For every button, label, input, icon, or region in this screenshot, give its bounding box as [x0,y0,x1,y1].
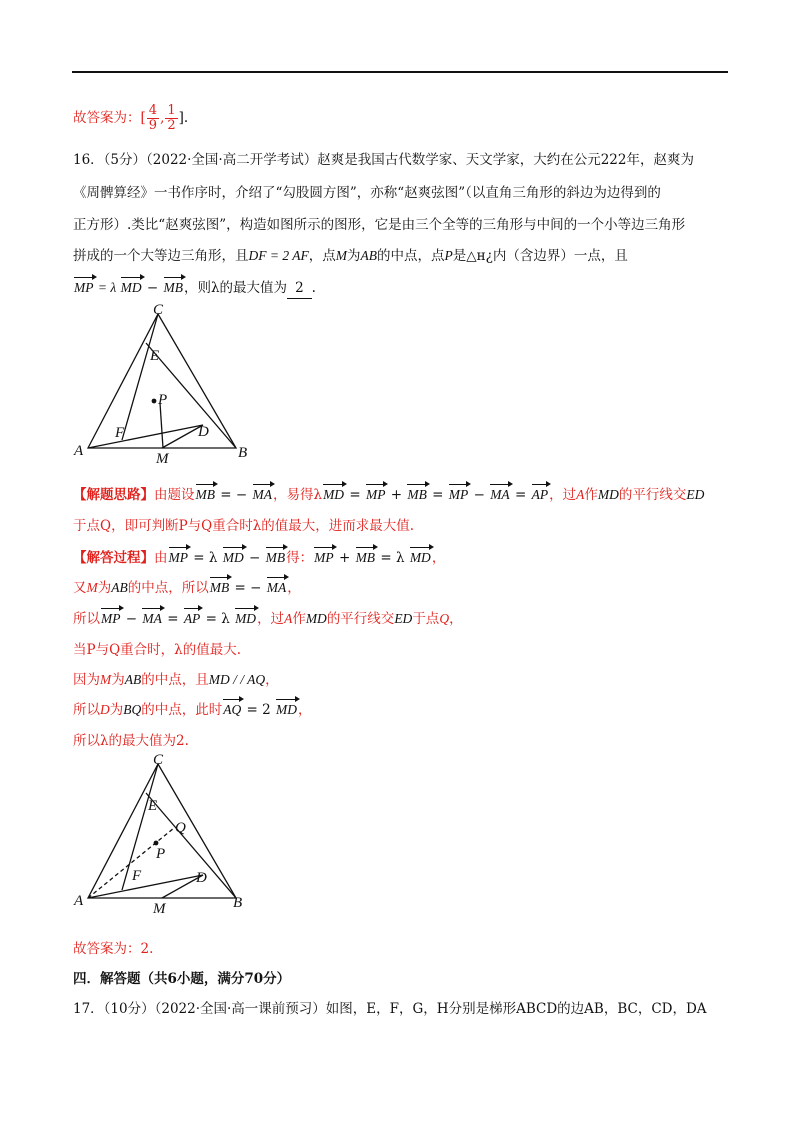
text: 所以 [73,702,100,718]
label-m: M [153,901,166,917]
figure-triangle-2 [70,750,260,920]
text: 是 [452,248,467,264]
text: ， [298,702,312,718]
solution-process-4: 当P与Q重合时，λ的值最大. [73,642,241,658]
label-b: B [238,445,248,461]
vector-aq: AQ [222,700,242,720]
answer-label: 故答案为： [73,110,141,126]
q16-line-4 [73,246,628,266]
q16-line-1: 16．（5分）（2022·全国·高二开学考试）赵爽是我国古代数学家、天文学家，大约在公元222年，赵爽为 [73,152,694,168]
previous-answer [73,104,188,133]
label-f: F [132,868,142,884]
vector-ap: AP [531,485,550,505]
point-p-dot [152,399,157,404]
text: 为 [109,702,124,718]
vector-mp: MP [448,485,470,505]
var-a: A [284,611,293,626]
text: 于点 [412,611,440,627]
header-rule [72,71,728,73]
final-answer: 故答案为：2. [73,941,154,957]
vector-mb: MB [265,548,287,568]
var-m: M [86,580,98,595]
equals-lambda: = λ [94,280,120,295]
label-b: B [233,895,243,911]
parallel-statement: MD / / AQ [208,672,266,687]
text: 作 [292,611,306,627]
solution-process-1: 【解答过程】由MP = λ MD − MB得：MP + MB = λ MD， [73,550,446,566]
vector-mp: MP [100,609,122,629]
label-q: Q [175,820,186,836]
vector-md: MD [275,700,298,720]
label-d: D [196,870,207,886]
vector-mb: MB [195,485,217,505]
text: ， [449,611,463,627]
text: ，过 [549,487,577,503]
text: 为 [111,672,125,688]
var-ed: ED [394,611,413,626]
text: 为 [346,248,361,264]
text: 内（含边界）一点，且 [492,248,628,264]
vector-mb: MB [163,278,185,298]
vector-ma: MA [252,485,274,505]
segment-cf [122,314,158,440]
garbled-triangle-symbol: △ʜ¿ [466,248,493,264]
var-md: MD [597,487,619,502]
label-d: D [198,424,209,440]
label-f: F [115,425,125,441]
section-heading: 四．解答题（共6小题，满分70分） [73,971,291,987]
var-md: MD [305,611,327,626]
figure-triangle-1 [70,300,260,470]
text: ， [265,672,279,688]
text: 拼成的一个大等边三角形，且 [73,248,249,264]
fraction-4-9 [147,104,159,133]
label-c: C [153,302,164,318]
vector-mb: MB [355,548,377,568]
vector-md: MD [222,548,245,568]
vector-mp: MP [73,278,95,298]
text: 的中点，且 [141,672,209,688]
q16-line-3: 正方形）.类比“赵爽弦图”，构造如图所示的图形，它是由三个全等的三角形与中间的一个小等边三角形 [73,217,686,233]
vector-md: MD [322,485,345,505]
solution-process-7: 所以λ的最大值为2. [73,733,189,749]
text: ，则λ的最大值为 [184,280,288,296]
vector-mb: MB [406,485,428,505]
vector-ap: AP [183,609,202,629]
segment-ad [88,875,203,898]
vector-ma: MA [141,609,163,629]
q17-line-1: 17．（10分）（2022·全国·高一课前预习）如图，E，F，G，H分别是梯形ABCD的边AB，BC，CD，DA [73,1001,707,1017]
text: 由题设 [154,487,195,503]
text: ，点 [308,248,336,264]
vector-ma: MA [266,578,288,598]
text: 的中点，所以 [127,580,209,596]
text: ，易得λ [273,487,323,503]
text: 作 [584,487,598,503]
vector-md: MD [120,278,143,298]
vector-ma: MA [489,485,511,505]
text: 因为 [73,672,100,688]
solution-process-2: 又M为AB的中点，所以MB = − MA， [73,580,301,596]
text: 得： [286,550,314,566]
text: 由 [154,550,168,566]
minus: − [142,280,163,296]
frac-num: 1 [167,103,176,118]
label-a: A [74,893,84,909]
solution-process-5 [73,670,279,690]
vector-md: MD [234,609,257,629]
var-ab: AB [360,248,377,263]
text: 的平行线交 [326,611,395,627]
frac-den: 9 [148,118,158,133]
var-ab: AB [111,580,128,595]
vector-md: MD [409,548,432,568]
solution-process-3: 所以MP − MA = AP = λ MD，过A作MD的平行线交ED于点Q， [73,611,463,627]
var-a: A [576,487,585,502]
label-p: P [158,392,168,408]
vector-mb: MB [209,578,231,598]
period: . [311,280,316,296]
text: 的平行线交 [618,487,687,503]
var-ab: AB [124,672,142,687]
point-p-dot [154,841,159,846]
var-ed: ED [686,487,705,502]
var-p: P [444,248,453,263]
segment-pm [160,403,163,448]
label-p: P [156,846,166,862]
solution-idea-2: 于点Q，即可判断P与Q重合时λ的值最大，进而求最大值. [73,518,415,534]
vector-mp: MP [313,548,335,568]
solution-process-6 [73,700,312,720]
q16-line-2: 《周髀算经》一书作序时，介绍了“勾股圆方图”，亦称“赵爽弦图”（以直角三角形的斜边为边得到的 [73,185,661,201]
text: 的中点，此时 [141,702,223,718]
label-a: A [74,443,84,459]
label-e: E [150,348,160,364]
frac-den: 2 [167,118,176,133]
segment-ad [88,425,203,448]
q16-line-5 [73,278,316,299]
bracket-close: ]. [178,110,189,126]
text: 为 [97,580,112,596]
text: 又 [73,580,87,596]
solution-idea-1: 【解题思路】由题设MB = − MA，易得λMD = MP + MB = MP − MA = AP，过A作MD的平行线交ED [73,487,705,503]
var-bq: BQ [123,702,142,717]
frac-num: 4 [148,103,158,118]
equals-minus: = − [216,487,252,503]
var-m: M [100,672,112,687]
comma: , [160,110,165,126]
equation-df: DF = 2 AF [248,248,309,263]
label-c: C [153,752,164,768]
fraction-1-2 [165,104,177,133]
var-d: D [100,702,110,717]
text: 的中点，点 [376,248,445,264]
idea-tag: 【解题思路】 [73,487,154,503]
bracket-open: [ [140,110,146,126]
segment-aq-dashed [88,828,174,898]
answer-blank: 2 [287,278,312,299]
vector-mp: MP [365,485,387,505]
var-q: Q [439,611,450,626]
process-tag: 【解答过程】 [73,550,154,566]
text: ，过 [257,611,285,627]
vector-mp: MP [168,548,190,568]
outer-triangle [88,764,236,898]
var-m: M [335,248,347,263]
label-m: M [156,451,169,467]
text: 所以 [73,611,100,627]
equals-two: = 2 [242,702,276,718]
label-e: E [148,798,158,814]
